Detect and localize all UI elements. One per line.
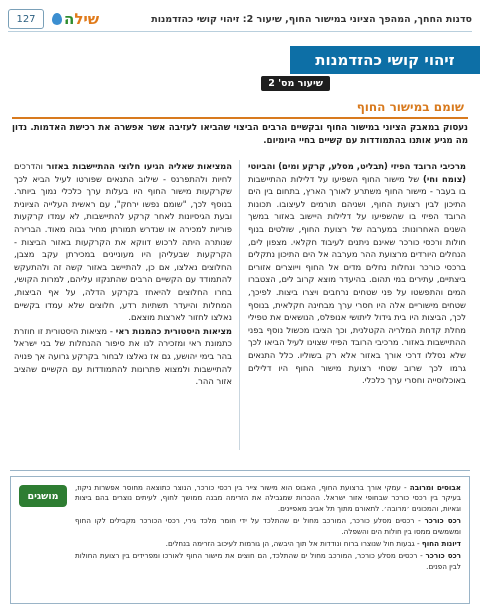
glossary-divider (10, 470, 470, 471)
paragraph (248, 160, 466, 387)
logo-text-part1: שיל (74, 10, 100, 28)
glossary-box (10, 476, 470, 604)
header-divider (8, 31, 472, 32)
column-right (248, 160, 466, 387)
glossary-entry (75, 551, 461, 572)
glossary-badge: מושגים (19, 485, 67, 507)
section-title: שומם במישור החוף (356, 100, 464, 114)
paragraph-text: של מישור החוף השפיעו על דלילות ההתיישבות בו בעבר - מישור החוף משתרע לאורך הארץ, בתחום בין הים התיכון לבין רצועת החוף, ושניהם תורמים לעיצובו. תכונות הרובד הפיזי בו שהשפיעו על דלילות היישוב באזור במשך השנים האחרונות: במערבה של רצועת החוף, שולטים בנוף חולות ורכסי כורכר שאינם ניתנים לעיבוד חקלאי. מצפון לים, הנחלים היורדים מרצועת ההר מערבה אל הים התיכון נתקלים ברכסי כורכר ונחלות נחלים מדים אל החוף וייוצרים אזורים ביצתיים, עתירים במי תהום. בהיעדר מוצא קרוב לים, הצטברו המים והתפשטו על פני שטחים נרחבים ויצרו ביצות. לפיכך, שטחים מישוריים אלה היו חסרי ערך מבחינה חקלאית, בנוסף לכך, הביצות היו בית גידול ליתושי אנופלס, הנושאים את טפילי מחלת קדחת המלריה הקטלנית, וכך הציבו מכשול נוסף בפני ההתיישבות באזור. מרכיבי הרובד הפיזי שצוינו לעיל הביאו לכך שלא נסללו דרכי אורך באזור אלא רק בשוליו. כלל התנאים גרמו לכך שרוב שטחי רצועת מישור החוף היו דלילים באוכלוסייה וחסרי ערך כלכלי. (248, 173, 466, 386)
glossary-body (75, 483, 461, 574)
glossary-definition: - עמקי אורך ברצועת החוף, האבוס הוא מישור צייר בין רכסי כורכר, הנוצר כתוצאה מחוסר אפשרות ניקוז, בעיקר בין רכסי כורכר שבחופי אזור ישראל. ההכרות שמגבילה את הזרימה מבנה ממושך לחוף, לעיתים נוצרים בהם ביצות וגאיות, והמכונים ׳מרובה׳. לתאורם מתוך תל אביב מאפיינים. (75, 483, 461, 513)
paragraph-heading: מרכיבי הרובד הפיזי (תבליט, מסלע, קרקע ומים) והביוטי (צומח וחי) (248, 161, 466, 184)
paragraph-heading: מציאות היסטורית כהמנות ראי (115, 325, 232, 336)
header-title: סדנות החחך, המהפך הציוני במישור החוף, שיעור 2: זיהוי קושי כהזדמנות (151, 13, 472, 25)
shilo-logo (52, 10, 99, 28)
glossary-term: דיונות החוף (421, 539, 461, 549)
glossary-definition: - רכסים מסלע כורכר, המורכב מחול ים שהתלכד, הם חוצים את מישור החוף לאורכו ומפרידים בין רצועת החולות לבין הפנים. (75, 551, 461, 571)
lesson-tag: שיעור מס' 2 (261, 76, 330, 91)
paragraph (14, 325, 232, 388)
paragraph (14, 160, 232, 324)
logo-text-part2: ה (64, 10, 75, 28)
page-number: 127 (8, 9, 44, 29)
glossary-term: רכס כורכר (424, 516, 461, 526)
glossary-definition: - גבעות חול שנוצרו ברוח ונודדות אל תוך היבשה, הן גורמות לעיכוב הזרימה בנחלים. (165, 539, 422, 549)
lead-paragraph: נעסוק במאבק הציוני במישור החוף ובקשיים הרבים הביצוי שהביאו לעזיבה אשר אפשרה את רכישת האדמות. נדון מה מגיע אותנו בהתמודדות עם קשיים בחיי היומיום. (12, 123, 468, 146)
glossary-term: אבוסים ומרובה (409, 483, 461, 492)
column-divider (239, 160, 240, 450)
running-header (8, 8, 472, 30)
paragraph-text: - מציאות היסטורית זו חוזרת כתמונת ראי ומזכירה לנו את סיפור ההנחלות של בני ישראל בהר בימי יהושע, גם אז נאלצו לבחור בקרקע גרועה אך פנויה להתיישבות ולמצוא פתרונות להתמודדות עם הקשיים שהציב אזור ההר. (14, 325, 232, 387)
paragraph-heading: המציאות שאליה הגיעו חלוצי ההתיישבות באזור (46, 161, 232, 171)
section-divider (12, 117, 468, 119)
glossary-term: רכס כורכר (425, 551, 461, 561)
glossary-entry (75, 483, 461, 514)
water-drop-icon (52, 13, 62, 25)
logo-text (64, 10, 99, 28)
paragraph-text: והדרכים לחיות ולהתפרנס - שילוב התנאים שפורטו לעיל הביא לכך שקרקעות מישור החוף היו בעלות ערך כלכלי נמוך ביותר. בנוסף לכך, "שומם נפשו ירחק", עם ראשית העלייה הציונית ובעת הגיסיונות לאחר קרקע להתיישבות, לא עמדו קרקעות פוריות למכירה או שנדרש תמורתן מחיר גבוה מאוד. הברירה שנותרה היתה לרכוש דווקא את הקרקעות באזור הביצות - הקרקעות שבעליהן היו מעוניינים במכירתן עקב מצבן, החלוצים נאלצו, אם כן, להתיישב באזור קשה זה ולהתעקש להתמודד עם הקשיים הרבים שהתנקזו עליהם, למרות הקושי, בחרו החלוצים להיאחז בקרקע הדלה, על אף הביצות, המחלות והיעדר תשתיות רדע, חלוצים שלא עמדו בקשיים נאלצו לחזור לארצות מוצאם. (14, 161, 232, 323)
glossary-definition: - רכסים מסלע כורכר, המורכב מחול ים שהתלכד על ידי חומר מלכד גירי, רכסי הכורכר מקבילים לקו החוף ומשמשים ממסו בין חולות הים והשפלה. (75, 516, 461, 536)
glossary-entry (75, 539, 461, 549)
chapter-banner: זיהוי קושי כהזדמנות (290, 46, 480, 74)
column-left (14, 160, 232, 388)
glossary-entry (75, 516, 461, 537)
